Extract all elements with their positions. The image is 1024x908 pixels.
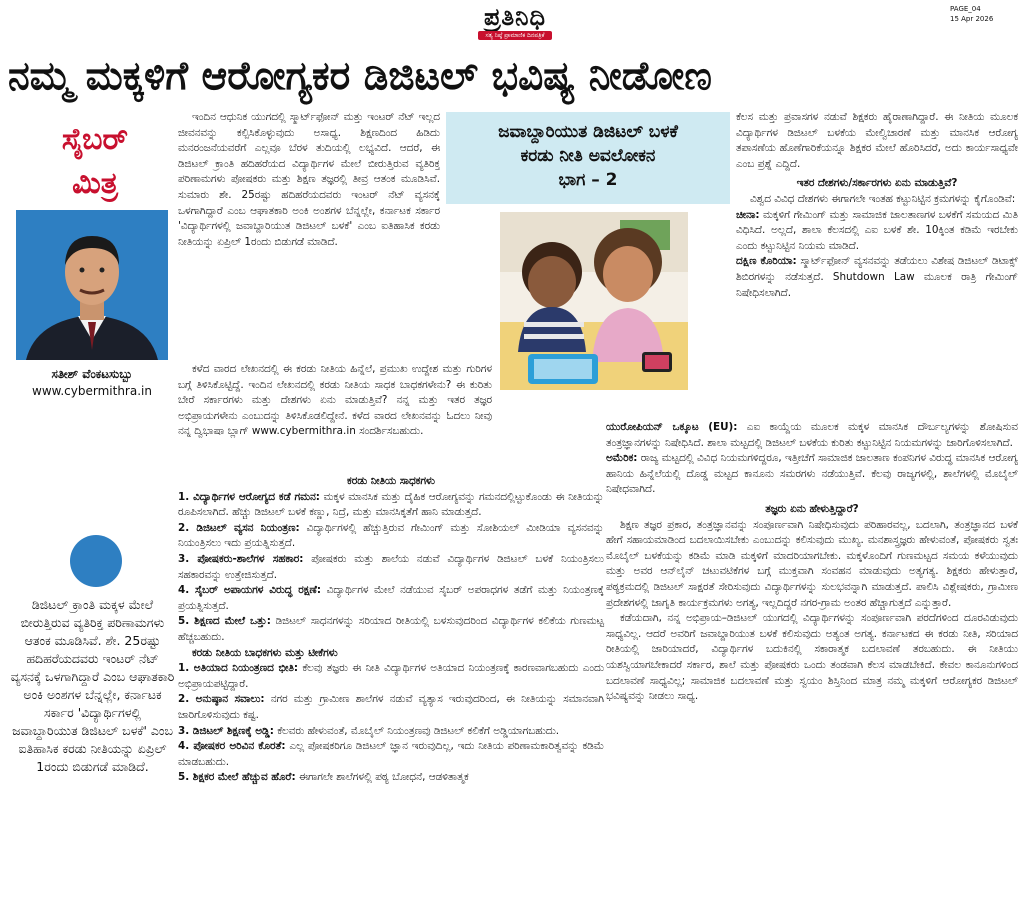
series-box bbox=[446, 112, 730, 204]
intro-text-2 bbox=[178, 362, 492, 440]
cons-item-1-label: 1. ಅತಿಯಾದ ನಿಯಂತ್ರಣದ ಭೀತಿ: bbox=[178, 662, 299, 675]
others-intro: ವಿಶ್ವದ ವಿವಿಧ ದೇಶಗಳು ಈಗಾಗಲೇ ಇಂತಹ ಕಟ್ಟುನಿಟ್ಟಿನ ಕ್ರಮಗಳನ್ನು ಕೈಗೊಂಡಿವೆ: bbox=[750, 192, 1016, 205]
pros-item-4-label: 4. ಸೈಬರ್ ಅಪಾಯಗಳ ವಿರುದ್ಧ ರಕ್ಷಣೆ: bbox=[178, 584, 322, 597]
pros-item-4 bbox=[178, 583, 604, 614]
cons-heading: ಕರಡು ನೀತಿಯ ಬಾಧಕಗಳು ಮತ್ತು ಟೀಕೆಗಳು bbox=[192, 646, 338, 659]
china-label: ಚೀನಾ: bbox=[736, 208, 760, 221]
experts-paragraph-1: ಶಿಕ್ಷಣ ತಜ್ಞರ ಪ್ರಕಾರ, ತಂತ್ರಜ್ಞಾನವನ್ನು ಸಂಪೂರ್ಣವಾಗಿ ನಿಷೇಧಿಸುವುದು ಪರಿಹಾರವಲ್ಲ, ಬದಲಾಗಿ, ತಂತ್ರಜ್ಞಾನದ ಬಳಕೆ ಹೇಗೆ ಸಹಾಯಮಾಡಿಂದ ಬದಲಾಯಿಸಬೇಕು ಎಂಬುದನ್ನು ಕಲಿಸುವುದು ಮುಖ್ಯ. ಮನಶಾಸ್ತ್ರಜ್ಞರು ಹೇಳುವಂತೆ, ಪೋಷಕರು ಸ್ವತಃ ಮೊಬೈಲ್ ಬಳಕೆಯನ್ನು ಕಡಿಮೆ ಮಾಡಿ ಮಕ್ಕಳಿಗೆ ಮಾದರಿಯಾಗಬೇಕು. ಮಕ್ಕಳೊಂದಿಗೆ ಗುಣಮಟ್ಟದ ಸಮಯ ಕಳೆಯುವುದು ಮತ್ತು ಅವರ ಆನ್‌ಲೈನ್ ಚಟುವಟಿಕೆಗಳ ಬಗ್ಗೆ ಮುಕ್ತವಾಗಿ ಸಂವಹನ ಮಾಡುವುದು ಅತ್ಯಗತ್ಯ. ಶಿಕ್ಷಕರು ಹೇಳುತ್ತಾರೆ, ಪಠ್ಯಕ್ರಮದಲ್ಲಿ ಡಿಜಿಟಲ್ ಸಾಕ್ಷರತೆ ಸೇರಿಸುವುದು ವಿದ್ಯಾರ್ಥಿಗಳನ್ನು ಸುಲಭವನ್ನಾಗಿ ಮಾಡುತ್ತದೆ. ಪಾಲಿಸಿ ವಿಶ್ಲೇಷಕರು, ಗ್ರಾಮೀಣ ಪ್ರದೇಶಗಳಲ್ಲಿ ಜಾಗೃತಿ ಕಾರ್ಯಕ್ರಮಗಳು ಅಗತ್ಯ, ಇಲ್ಲದಿದ್ದರೆ ನಗರ-ಗ್ರಾಮ ಅಂತರ ಹೆಚ್ಚಾಗುತ್ತದೆ ಎನ್ನುತ್ತಾರೆ. bbox=[606, 518, 1018, 609]
cons-item-2-text: ನಗರ ಮತ್ತು ಗ್ರಾಮೀಣ ಶಾಲೆಗಳ ನಡುವೆ ವ್ಯತ್ಯಾಸ ಇರುವುದರಿಂದ, ಈ ನೀತಿಯನ್ನು ಸಮಾನವಾಗಿ ಜಾರಿಗೊಳಿಸುವುದು ಕಷ್ಟ. bbox=[178, 693, 604, 721]
headline: ನಮ್ಮ ಮಕ್ಕಳಿಗೆ ಆರೋಗ್ಯಕರ ಡಿಜಿಟಲ್ ಭವಿಷ್ಯ ನೀಡೋಣ bbox=[8, 54, 712, 99]
usa-paragraph bbox=[606, 451, 1018, 498]
cons-item-5-text: ಈಗಾಗಲೇ ಶಾಲೆಗಳಲ್ಲಿ ಪಠ್ಯ ಬೋಧನೆ, ಆಡಳಿತಾತ್ಮಕ bbox=[295, 771, 469, 784]
cons-item-3 bbox=[178, 724, 604, 740]
pros-item-3 bbox=[178, 552, 604, 583]
author-url: www.cybermithra.in bbox=[32, 384, 152, 398]
cons-item-1 bbox=[178, 661, 604, 692]
column-name bbox=[20, 118, 170, 208]
series-box-line1: ಜವಾಬ್ದಾರಿಯುತ ಡಿಜಿಟಲ್ ಬಳಕೆ bbox=[498, 122, 678, 142]
experts-heading: ತಜ್ಞರು ಏನು ಹೇಳುತ್ತಿದ್ದಾರೆ? bbox=[765, 502, 859, 515]
column-name-line2: ಮಿತ್ರ bbox=[72, 166, 118, 201]
pros-item-1-label: 1. ವಿದ್ಯಾರ್ಥಿಗಳ ಆರೋಗ್ಯದ ಕಡೆ ಗಮನ: bbox=[178, 490, 320, 503]
logo-tagline: ಸತ್ಯ ನಿಷ್ಠೆ ಪ್ರಾಮಾಣಿಕ ದಿನಪತ್ರಿಕೆ bbox=[478, 31, 552, 40]
pros-cons-section bbox=[178, 474, 604, 786]
eu-paragraph bbox=[606, 420, 1018, 451]
eu-text: ಎಐ ಕಾಯ್ದೆಯ ಮೂಲಕ ಮಕ್ಕಳ ಮಾನಸಿಕ ದೌರ್ಬಲ್ಯಗಳನ್ನು ಶೋಷಿಸುವ ತಂತ್ರಜ್ಞಾನಗಳನ್ನು ನಿಷೇಧಿಸಿದೆ. ಶಾಲಾ ಮಟ್ಟದಲ್ಲಿ ಡಿಜಿಟಲ್ ಬಳಕೆಯ ಕುರಿತು ಕಟ್ಟುನಿಟ್ಟಿನ ನಿಯಮಗಳನ್ನು ಜಾರಿಗೊಳಿಸಲಾಗಿದೆ. bbox=[606, 421, 1018, 449]
cons-item-3-text: ಕೆಲವರು ಹೇಳುವಂತೆ, ಮೊಬೈಲ್ ನಿಯಂತ್ರಣವು ಡಿಜಿಟಲ್ ಕಲಿಕೆಗೆ ಅಡ್ಡಿಯಾಗಬಹುದು. bbox=[273, 724, 560, 737]
pros-item-2 bbox=[178, 521, 604, 552]
pros-item-1-text: ಮಕ್ಕಳ ಮಾನಸಿಕ ಮತ್ತು ದೈಹಿಕ ಆರೋಗ್ಯವನ್ನು ಗಮನದಲ್ಲಿಟ್ಟುಕೊಂಡು ಈ ನೀತಿಯನ್ನು ರೂಪಿಸಲಾಗಿದೆ. ಹೆಚ್ಚು ಡಿಜಿಟಲ್ ಬಳಕೆ ಕಣ್ಣು, ನಿದ್ರೆ, ಮತ್ತು ಮಾನಸಿಕ್ಕತೆಗೆ ಹಾನಿ ಮಾಡುತ್ತದೆ. bbox=[178, 490, 604, 519]
korea-paragraph bbox=[736, 254, 1018, 301]
pros-item-3-label: 3. ಪೋಷಕರು-ಶಾಲೆಗಳ ಸಹಕಾರ: bbox=[178, 552, 304, 565]
intro-paragraph-2: ಕಳೆದ ವಾರದ ಲೇಖನದಲ್ಲಿ ಈ ಕರಡು ನೀತಿಯ ಹಿನ್ನೆಲೆ, ಪ್ರಮುಖ ಉದ್ದೇಶ ಮತ್ತು ಗುರಿಗಳ ಬಗ್ಗೆ ತಿಳಿಸಿಕೊಟ್ಟಿದ್ದೆ. ಇಂದಿನ ಲೇಖನದಲ್ಲಿ ಕರಡು ನೀತಿಯ ಸಾಧಕ ಬಾಧಕಗಳೇನು? ಈ ಕುರಿತು ಬೇರೆ ಸರ್ಕಾರಗಳು ಮತ್ತು ದೇಶಗಳು ಏನು ಮಾಡುತ್ತಿವೆ? ನನ್ನ ಮತ್ತು ಇತರ ತಜ್ಞರ ಅಭಿಪ್ರಾಯಗಳೇನು ಎಂಬುದನ್ನು ತಿಳಿಸಿಕೊಡಲಿದ್ದೇನೆ. ಕಳೆದ ವಾರದ ಲೇಖನವನ್ನು ಓದಲು ನೀವು ನನ್ನ ದ್ವಿಭಾಷಾ ಬ್ಲಾಗ್ www.cybermithra.in ಸಂದರ್ಶಿಸಬಹುದು. bbox=[178, 363, 492, 438]
author-portrait-icon bbox=[16, 210, 168, 360]
korea-label: ದಕ್ಷಿಣ ಕೊರಿಯಾ: bbox=[736, 255, 797, 268]
experts-paragraph-2: ಕಡೆಯದಾಗಿ, ನನ್ನ ಅಭಿಪ್ರಾಯ–ಡಿಜಿಟಲ್ ಯುಗದಲ್ಲಿ ವಿದ್ಯಾರ್ಥಿಗಳನ್ನು ಸಂಪೂರ್ಣವಾಗಿ ಪರದೆಗಳಿಂದ ದೂರವಿಡುವುದು ಸಾಧ್ಯವಿಲ್ಲ. ಆದರೆ ಅವರಿಗೆ ಜವಾಬ್ದಾರಿಯುತ ಬಳಕೆ ಕಲಿಸುವುದು ಅತ್ಯಂತ ಅಗತ್ಯ. ಕರ್ನಾಟಕದ ಈ ಕರಡು ನೀತಿ, ಸರಿಯಾದ ರೀತಿಯಲ್ಲಿ ಜಾರಿಯಾದರೆ, ವಿದ್ಯಾರ್ಥಿಗಳ ಬದುಕಿನಲ್ಲಿ ಸಕಾರಾತ್ಮಕ ಬದಲಾವಣೆ ತರಬಹುದು. ಈ ನೀತಿಯು ಯಶಸ್ವಿಯಾಗಬೇಕಾದರೆ ಸರ್ಕಾರ, ಶಾಲೆ ಮತ್ತು ಪೋಷಕರು ಒಂದು ತಂಡವಾಗಿ ಕೆಲಸ ಮಾಡಬೇಕಿದೆ. ಕೇವಲ ಕಾನೂನುಗಳಿಂದ ಬದಲಾವಣೆ ಸಾಧ್ಯವಿಲ್ಲ; ಸಾಮಾಜಿಕ ಬದಲಾವಣೆ ಮತ್ತು ಸ್ವಯಂ ಶಿಸ್ತಿನಿಂದ ಮಾತ್ರ ನಮ್ಮ ಮಕ್ಕಳಿಗೆ ಆರೋಗ್ಯಕರ ಡಿಜಿಟಲ್ ಭವಿಷ್ಯವನ್ನು ನೀಡಲು ಸಾಧ್ಯ. bbox=[606, 612, 1018, 703]
cons-item-4-text: ಎಲ್ಲ ಪೋಷಕರಿಗೂ ಡಿಜಿಟಲ್ ಜ್ಞಾನ ಇರುವುದಿಲ್ಲ, ಇದು ನೀತಿಯ ಪರಿಣಾಮಕಾರಿತ್ವವನ್ನು ಕಡಿಮೆ ಮಾಡಬಹುದು. bbox=[178, 740, 604, 768]
right-top-paragraph: ಕೆಲಸ ಮತ್ತು ಪ್ರವಾಸಗಳ ನಡುವೆ ಶಿಕ್ಷಕರು ಹೈರಾಣಾಗಿದ್ದಾರೆ. ಈ ನೀತಿಯ ಮೂಲಕ ವಿದ್ಯಾರ್ಥಿಗಳ ಡಿಜಿಟಲ್ ಬಳಕೆಯ ಮೇಲ್ವಿಚಾರಣೆ ಮತ್ತು ಮಾನಸಿಕ ಆರೋಗ್ಯ ತಪಾಸಣೆಯ ಹೊಣೆಗಾರಿಕೆಯನ್ನೂ ಶಿಕ್ಷಕರ ಮೇಲೆ ಹೊರಿಸಿದರೆ, ಅದು ಕಾರ್ಯಸಾಧ್ಯವೇ ಎಂಬ ಪ್ರಶ್ನೆ ಎದ್ದಿದೆ. bbox=[736, 111, 1018, 170]
china-text: ಮಕ್ಕಳಿಗೆ ಗೇಮಿಂಗ್ ಮತ್ತು ಸಾಮಾಜಿಕ ಜಾಲತಾಣಗಳ ಬಳಕೆಗೆ ಸಮಯದ ಮಿತಿ ವಿಧಿಸಿದೆ. ಅಲ್ಲದೆ, ಶಾಲಾ ಕೆಲಸದಲ್ಲಿ ಎಐ ಬಳಕೆ ಶೇ. 10ಕ್ಕಿಂತ ಕಡಿಮೆ ಇರಬೇಕು ಎಂದು ಕಟ್ಟುನಿಟ್ಟಿನ ನಿಯಮ ಮಾಡಿದೆ. bbox=[736, 208, 1018, 252]
pros-item-5 bbox=[178, 614, 604, 645]
column-name-line1: ಸೈಬರ್ bbox=[61, 122, 129, 157]
pros-item-3-text: ಪೋಷಕರು ಮತ್ತು ಶಾಲೆಯ ನಡುವೆ ವಿದ್ಯಾರ್ಥಿಗಳ ಡಿಜಿಟಲ್ ಬಳಕೆ ನಿಯಂತ್ರಿಸಲು ಸಹಕಾರವನ್ನು ಉತ್ತೇಜಿಸುತ್ತದೆ. bbox=[178, 552, 604, 581]
author-name: ಸತೀಶ್ ವೆಂಕಟಸುಬ್ಬು bbox=[51, 367, 133, 381]
page-info bbox=[950, 4, 1020, 24]
china-paragraph bbox=[736, 208, 1018, 255]
page-date: 15 Apr 2026 bbox=[950, 15, 994, 23]
korea-text: ಸ್ಮಾರ್ಟ್‌ಫೋನ್ ವ್ಯಸನವನ್ನು ತಡೆಯಲು ವಿಶೇಷ ಡಿಜಿಟಲ್ ಡಿಟಾಕ್ಸ್ ಶಿಬಿರಗಳನ್ನು ನಡೆಸುತ್ತದೆ. Shutdown Law ಮೂಲಕ ರಾತ್ರಿ ಗೇಮಿಂಗ್ ನಿಷೇಧಿಸಲಾಗಿದೆ. bbox=[736, 255, 1019, 299]
cons-item-4 bbox=[178, 739, 604, 770]
cons-item-4-label: 4. ಪೋಷಕರ ಅರಿವಿನ ಕೊರತೆ: bbox=[178, 740, 286, 753]
intro-paragraph-1: ಇಂದಿನ ಆಧುನಿಕ ಯುಗದಲ್ಲಿ ಸ್ಮಾರ್ಟ್‌ಫೋನ್ ಮತ್ತು ಇಂಟರ್ ನೆಟ್ ಇಲ್ಲದ ಜೀವನವನ್ನು ಕಲ್ಪಿಸಿಕೊಳ್ಳುವುದು ಅಸಾಧ್ಯ. ಶಿಕ್ಷಣದಿಂದ ಹಿಡಿದು ಮನರಂಜನೆಯವರೆಗೆ ಎಲ್ಲವೂ ಬೆರಳ ತುದಿಯಲ್ಲಿ ಲಭ್ಯವಿದೆ. ಆದರೆ, ಈ ಡಿಜಿಟಲ್ ಕ್ರಾಂತಿ ಹದಿಹರೆಯದ ವಿದ್ಯಾರ್ಥಿಗಳ ಮೇಲೆ ಬೀರುತ್ತಿರುವ ವ್ಯತಿರಿಕ್ತ ಪರಿಣಾಮಗಳು ಪೋಷಕರು ಮತ್ತು ಶಿಕ್ಷಣ ತಜ್ಞರಲ್ಲಿ ತೀವ್ರ ಆತಂಕ ಮೂಡಿಸಿವೆ. ಸುಮಾರು ಶೇ. 25ರಷ್ಟು ಹದಿಹರೆಯದವರು ಇಂಟರ್ ನೆಟ್ ವ್ಯಸನಕ್ಕೆ ಒಳಗಾಗಿದ್ದಾರೆ ಎಂಬ ಆಘಾತಕಾರಿ ಅಂಕಿ ಅಂಶಗಳ ಬೆನ್ನಲ್ಲೇ, ಕರ್ನಾಟಕ ಸರ್ಕಾರ 'ವಿದ್ಯಾರ್ಥಿಗಳಲ್ಲಿ ಜವಾಬ್ದಾರಿಯುತ ಡಿಜಿಟಲ್ ಬಳಕೆ' ಎಂಬ ಐತಿಹಾಸಿಕ ಕರಡು ನೀತಿಯನ್ನು ಏಪ್ರಿಲ್ 1ರಂದು ಬಿಡುಗಡೆ ಮಾಡಿದೆ. bbox=[178, 111, 440, 248]
intro-text bbox=[178, 110, 440, 250]
pros-heading: ಕರಡು ನೀತಿಯ ಸಾಧಕಗಳು bbox=[347, 475, 435, 487]
cons-item-2-label: 2. ಅನುಷ್ಠಾನ ಸವಾಲು: bbox=[178, 693, 265, 706]
author-photo bbox=[16, 210, 168, 360]
series-box-line3: ಭಾಗ – 2 bbox=[558, 170, 618, 190]
others-heading: ಇತರ ದೇಶಗಳು/ಸರ್ಕಾರಗಳು ಏನು ಮಾಡುತ್ತಿವೆ? bbox=[796, 177, 958, 190]
right-column bbox=[736, 110, 1018, 301]
pros-item-4-text: ವಿದ್ಯಾರ್ಥಿಗಳ ಮೇಲೆ ನಡೆಯುವ ಸೈಬರ್ ಅಪರಾಧಗಳ ತಡೆಗೆ ಮತ್ತು ನಿಯಂತ್ರಣಕ್ಕೆ ಪ್ರಯತ್ನಿಸುತ್ತದೆ. bbox=[178, 584, 604, 612]
children-with-tablet-illustration-icon bbox=[500, 212, 688, 390]
pros-item-2-text: ವಿದ್ಯಾರ್ಥಿಗಳಲ್ಲಿ ಹೆಚ್ಚುತ್ತಿರುವ ಗೇಮಿಂಗ್ ಮತ್ತು ಸೋಶಿಯಲ್ ಮೀಡಿಯಾ ವ್ಯಸನವನ್ನು ನಿಯಂತ್ರಿಸಲು ಇದು ಪ್ರಯತ್ನಿಸುತ್ತದೆ. bbox=[178, 521, 604, 550]
usa-text: ರಾಜ್ಯ ಮಟ್ಟದಲ್ಲಿ ವಿವಿಧ ನಿಯಮಗಳಿದ್ದರೂ, ಇತ್ತೀಚೆಗೆ ಸಾಮಾಜಿಕ ಜಾಲತಾಣ ಕಂಪನಿಗಳ ವಿರುದ್ಧ ಮಾನಸಿಕ ಆರೋಗ್ಯ ಹಾನಿಯ ಹಿನ್ನೆಲೆಯಲ್ಲಿ ದೊಡ್ಡ ಮಟ್ಟದ ಕಾನೂನು ಸಮರಗಳು ನಡೆಯುತ್ತಿವೆ. ಕೆಲವು ರಾಜ್ಯಗಳಲ್ಲಿ, ಶಾಲೆಗಳಲ್ಲಿ ಮೊಬೈಲ್ ನಿಷೇಧವಾಗಿದೆ. bbox=[606, 452, 1018, 496]
callout-bullet-icon bbox=[70, 535, 122, 587]
cons-item-5 bbox=[178, 770, 604, 786]
pros-item-2-label: 2. ಡಿಜಿಟಲ್ ವ್ಯಸನ ನಿಯಂತ್ರಣ: bbox=[178, 521, 300, 534]
cons-item-5-label: 5. ಶಿಕ್ಷಕರ ಮೇಲೆ ಹೆಚ್ಚುವ ಹೊರೆ: bbox=[178, 771, 296, 784]
eu-label: ಯುರೋಪಿಯನ್ ಒಕ್ಕೂಟ (EU): bbox=[606, 421, 738, 433]
masthead bbox=[0, 0, 1024, 48]
cons-item-2 bbox=[178, 692, 604, 723]
series-box-line2: ಕರಡು ನೀತಿ ಅವಲೋಕನ bbox=[520, 146, 656, 166]
page-number: PAGE_04 bbox=[950, 5, 981, 13]
pull-quote: ಡಿಜಿಟಲ್ ಕ್ರಾಂತಿ ಮಕ್ಕಳ ಮೇಲೆ ಬೀರುತ್ತಿರುವ ವ್ಯತಿರಿಕ್ತ ಪರಿಣಾಮಗಳು ಆತಂಕ ಮೂಡಿಸಿವೆ. ಶೇ. 25ರಷ್ಟು ಹದಿಹರೆಯದವರು ಇಂಟರ್ ನೆಟ್ ವ್ಯಸನಕ್ಕೆ ಒಳಗಾಗಿದ್ದಾರೆ ಎಂಬ ಆಘಾತಕಾರಿ ಅಂಕಿ ಅಂಶಗಳ ಬೆನ್ನಲ್ಲೇ, ಕರ್ನಾಟಕ ಸರ್ಕಾರ 'ವಿದ್ಯಾರ್ಥಿಗಳಲ್ಲಿ ಜವಾಬ್ದಾರಿಯುತ ಡಿಜಿಟಲ್ ಬಳಕೆ' ಎಂಬ ಐತಿಹಾಸಿಕ ಕರಡು ನೀತಿಯನ್ನು ಏಪ್ರಿಲ್ 1ರಂದು ಬಿಡುಗಡೆ ಮಾಡಿದೆ. bbox=[10, 597, 175, 774]
pros-item-5-label: 5. ಶಿಕ್ಷಣದ ಮೇಲೆ ಒತ್ತು: bbox=[178, 615, 271, 628]
newspaper-logo: ಪ್ರತಿನಿಧಿ bbox=[483, 2, 546, 31]
pros-item-5-text: ಡಿಜಿಟಲ್ ಸಾಧನಗಳನ್ನು ಸರಿಯಾದ ರೀತಿಯಲ್ಲಿ ಬಳಸುವುದರಿಂದ ವಿದ್ಯಾರ್ಥಿಗಳ ಕಲಿಕೆಯ ಗುಣಮಟ್ಟ ಹೆಚ್ಚಬಹುದು. bbox=[178, 615, 604, 643]
pros-item-1 bbox=[178, 490, 604, 521]
usa-label: ಅಮೆರಿಕ: bbox=[606, 452, 638, 465]
cons-item-1-text: ಕೆಲವು ತಜ್ಞರು ಈ ನೀತಿ ವಿದ್ಯಾರ್ಥಿಗಳ ಅತಿಯಾದ ನಿಯಂತ್ರಣಕ್ಕೆ ಕಾರಣವಾಗಬಹುದು ಎಂದು ಅಭಿಪ್ರಾಯಪಟ್ಟಿದ್ದಾರೆ. bbox=[178, 662, 604, 690]
children-tablet-photo bbox=[500, 212, 688, 390]
right-lower-section bbox=[606, 420, 1018, 705]
cons-item-3-label: 3. ಡಿಜಿಟಲ್ ಶಿಕ್ಷಣಕ್ಕೆ ಅಡ್ಡಿ: bbox=[178, 724, 274, 737]
